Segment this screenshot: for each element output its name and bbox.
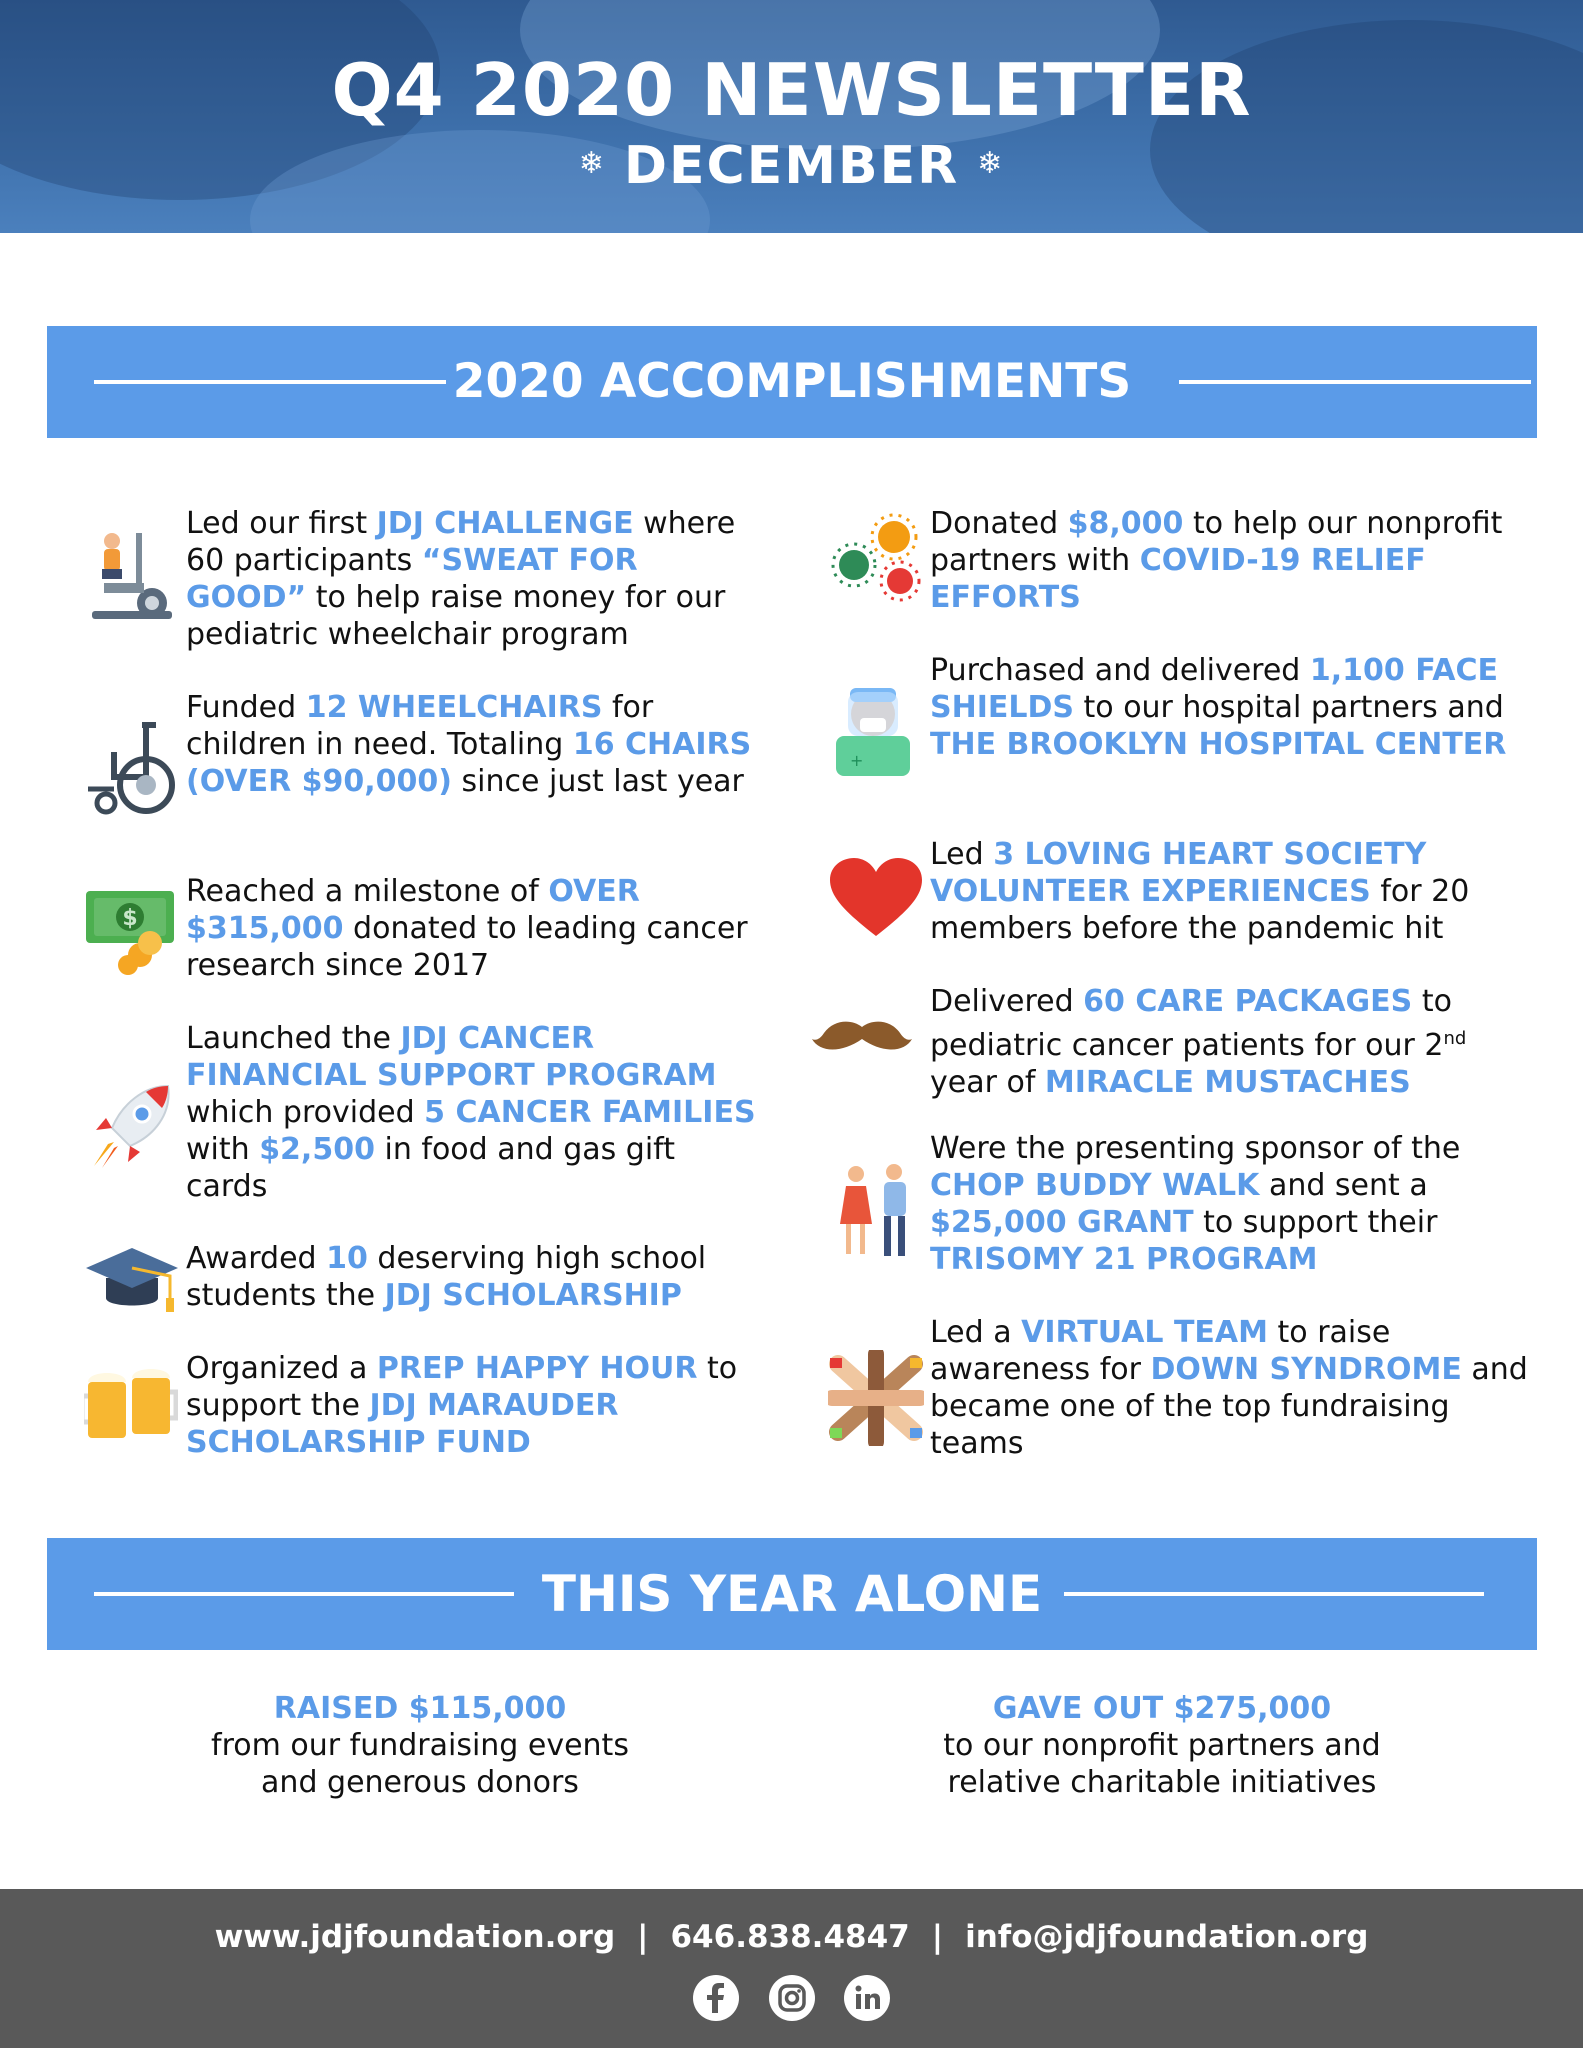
body-text: for children in need. Totaling [186,690,654,762]
accomplishment-text [186,689,764,800]
people-walking-icon [828,1164,924,1264]
highlight-text: JDJ CANCER FINANCIAL SUPPORT PROGRAM [186,1021,717,1093]
exercise-bike-icon [84,523,178,623]
highlight-text: COVID-19 RELIEF EFFORTS [930,543,1426,615]
accomplishment-text [930,1130,1528,1278]
highlight-text: “SWEAT FOR GOOD” [186,543,638,615]
year-heading: THIS YEAR ALONE [541,1565,1043,1623]
snowflake-icon: ❄ [977,145,1005,181]
separator: | [931,1919,944,1955]
month-label: DECEMBER [623,136,960,196]
accomplishment-text [186,1020,764,1205]
website-link[interactable]: www.jdjfoundation.org [214,1919,616,1955]
accomplishments-heading: 2020 ACCOMPLISHMENTS [452,354,1132,409]
body-text: Reached a milestone of [186,874,549,909]
raised-description: from our fundraising events [211,1728,629,1763]
highlight-text: $25,000 GRANT [930,1205,1194,1240]
raised-amount: RAISED $115,000 [273,1691,567,1726]
body-text: since just last year [452,764,744,799]
raised-description: and generous donors [261,1765,579,1800]
body-text: Led our first [186,506,377,541]
body-text: where 60 participants [186,506,736,578]
body-text: Delivered [930,984,1084,1019]
highlight-text: JDJ CHALLENGE [376,506,634,541]
raised-stat [120,1690,720,1801]
svg-text:$: $ [122,906,138,931]
heart-icon [828,856,924,940]
accomplishment-text [186,873,764,984]
body-text: Were the presenting sponsor of the [930,1131,1461,1166]
phone-number[interactable]: 646.838.4847 [670,1919,910,1955]
newsletter-month [0,136,1583,196]
highlight-text: 1,100 FACE SHIELDS [930,653,1499,725]
email-link[interactable]: info@jdjfoundation.org [965,1919,1369,1955]
highlight-text: 12 WHEELCHAIRS [305,690,603,725]
accomplishment-text [186,505,764,653]
gave-description: to our nonprofit partners and [943,1728,1381,1763]
highlight-text: PREP HAPPY HOUR [376,1351,698,1386]
body-text: Led [930,837,994,872]
body-text: Awarded [186,1241,327,1276]
highlight-text: OVER $315,000 [186,874,640,946]
contact-line [0,1919,1583,1955]
body-text: Donated [930,506,1068,541]
body-text: to help our nonprofit partners with [930,506,1503,578]
gave-description: relative charitable initiatives [947,1765,1377,1800]
highlight-text: THE BROOKLYN HOSPITAL CENTER [930,727,1507,762]
money-icon [84,885,178,975]
footer [0,1889,1583,2048]
header-banner [0,0,1583,233]
snowflake-icon: ❄ [578,145,606,181]
body-text: Funded [186,690,306,725]
body-text: in food and gas gift cards [186,1132,675,1204]
body-text: which provided [186,1095,425,1130]
body-text: Organized a [186,1351,377,1386]
gave-stat [862,1690,1462,1801]
body-text: Purchased and delivered [930,653,1310,688]
year-banner [47,1538,1537,1650]
svg-text:+: + [850,751,864,770]
body-text: donated to leading cancer research since 2017 [186,911,748,983]
accomplishment-text [930,652,1528,763]
virus-icon [828,513,924,609]
body-text: year of [930,1065,1045,1100]
linkedin-icon[interactable] [844,1975,890,2021]
highlight-text: 60 CARE PACKAGES [1083,984,1413,1019]
highlight-text: 3 LOVING HEART SOCIETY VOLUNTEER EXPERIENCES [930,837,1427,909]
body-text: to raise awareness for [930,1315,1391,1387]
separator: | [637,1919,649,1955]
body-text: to our hospital partners and [1074,690,1504,725]
highlight-text: JDJ SCHOLARSHIP [384,1278,682,1313]
highlight-text: JDJ MARAUDER SCHOLARSHIP FUND [186,1388,619,1460]
accomplishments-banner [47,326,1537,438]
superscript-text: nd [1443,1028,1467,1049]
accomplishment-text [186,1350,764,1461]
wheelchair-icon [84,717,178,817]
body-text: and became one of the top fundraising teams [930,1352,1528,1461]
highlight-text: MIRACLE MUSTACHES [1044,1065,1411,1100]
accomplishment-text [930,505,1528,616]
face-shield-icon [828,678,924,778]
highlight-text: 5 CANCER FAMILIES [424,1095,756,1130]
body-text: Launched the [186,1021,401,1056]
highlight-text: CHOP BUDDY WALK [930,1168,1260,1203]
highlight-text: 16 CHAIRS (OVER $90,000) [186,727,752,799]
instagram-icon[interactable] [769,1975,815,2021]
accomplishment-text [930,983,1528,1101]
body-text: to help raise money for our pediatric wheelchair program [186,580,726,652]
social-links [0,1975,1583,2021]
newsletter-title: Q4 2020 NEWSLETTER [331,48,1252,132]
graduation-cap-icon [84,1242,180,1322]
body-text: for 20 members before the pandemic hit [930,874,1470,946]
highlight-text: DOWN SYNDROME [1150,1352,1462,1387]
body-text: to support their [1193,1205,1438,1240]
accomplishment-text [930,836,1528,947]
beer-mugs-icon [84,1352,178,1448]
body-text: deserving high school students the [186,1241,707,1313]
mustache-icon [812,1013,912,1063]
highlight-text: $2,500 [259,1132,375,1167]
body-text: to support the [186,1351,738,1423]
body-text: to pediatric cancer patients for our 2 [930,984,1452,1063]
body-text: and sent a [1259,1168,1428,1203]
body-text: Led a [930,1315,1022,1350]
highlight-text: 10 [326,1241,368,1276]
highlight-text: VIRTUAL TEAM [1021,1315,1268,1350]
team-hands-icon [828,1350,924,1446]
rocket-icon [84,1082,178,1172]
facebook-icon[interactable] [693,1975,739,2021]
body-text: with [186,1132,260,1167]
highlight-text: TRISOMY 21 PROGRAM [930,1242,1318,1277]
accomplishment-text [930,1314,1528,1462]
gave-amount: GAVE OUT $275,000 [992,1691,1332,1726]
highlight-text: $8,000 [1067,506,1184,541]
accomplishment-text [186,1240,764,1314]
